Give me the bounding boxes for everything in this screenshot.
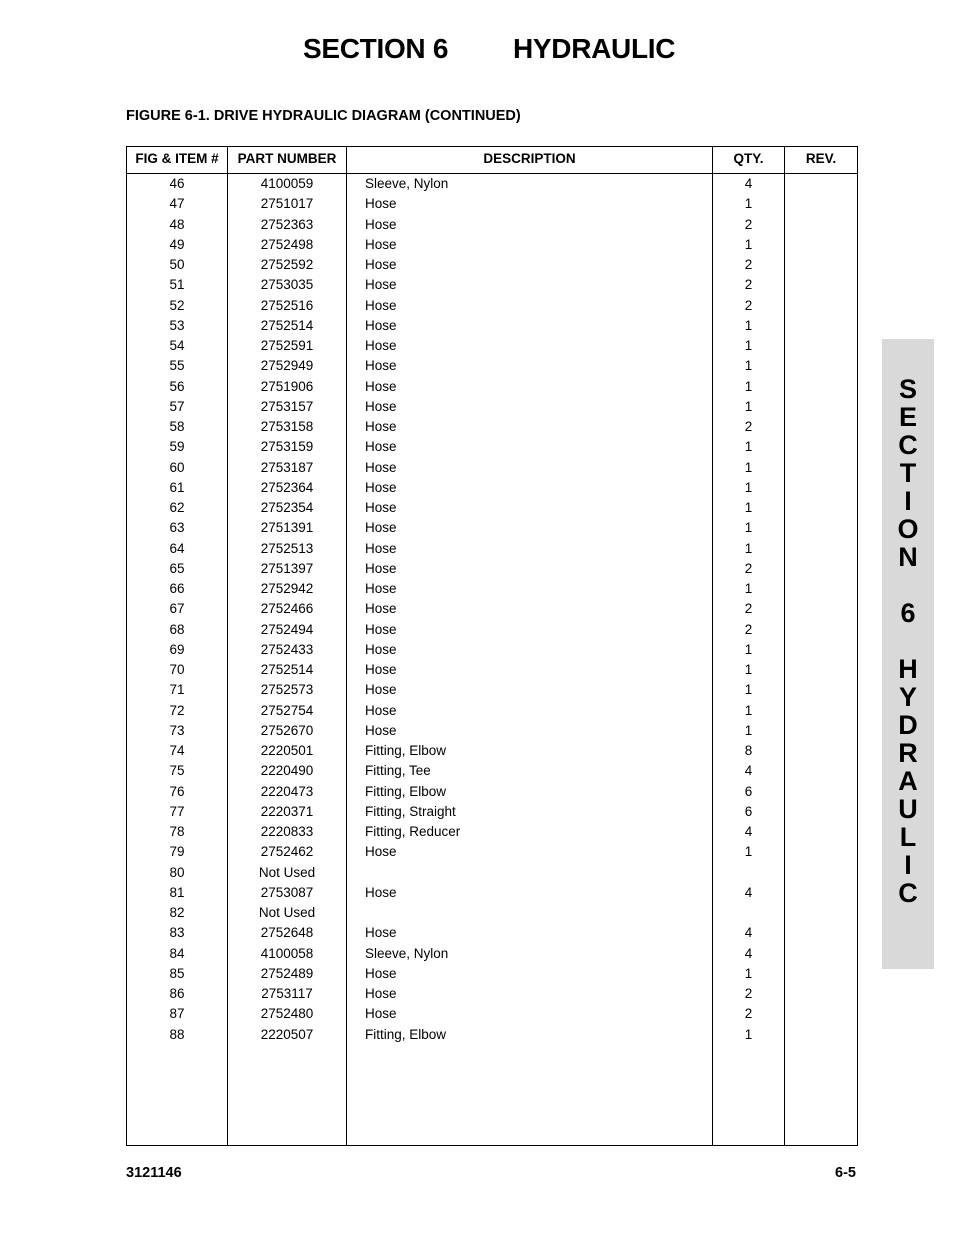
table-row — [127, 842, 857, 862]
quantity-cell: 1 — [744, 196, 753, 212]
part-number-cell: Not Used — [258, 864, 316, 880]
quantity-cell: 1 — [744, 338, 753, 353]
item-number-cell: 57 — [169, 398, 185, 414]
part-number-cell: 2752480 — [260, 1006, 314, 1022]
description-cell: Fitting, Elbow — [365, 1026, 447, 1042]
item-number-cell: 80 — [169, 864, 185, 880]
quantity-cell: 2 — [744, 419, 753, 434]
quantity-cell: 4 — [744, 824, 753, 839]
table-row — [127, 417, 857, 437]
side-tab-letter: E — [898, 402, 917, 432]
part-number-cell: 2752354 — [260, 500, 314, 515]
item-number-cell: 81 — [169, 884, 185, 900]
quantity-cell: 1 — [744, 317, 753, 333]
side-tab-letter: T — [899, 458, 917, 488]
item-number-cell: 73 — [169, 722, 185, 738]
item-number-cell: 70 — [169, 662, 185, 677]
table-row — [127, 863, 857, 883]
table-row — [127, 761, 857, 781]
item-number-cell: 74 — [169, 743, 185, 758]
part-number-cell: 2751397 — [260, 560, 314, 576]
quantity-cell: 2 — [744, 297, 753, 313]
table-row — [127, 255, 857, 275]
part-number-cell: 2752462 — [260, 844, 314, 860]
part-number-cell: 2752670 — [260, 722, 314, 738]
description-cell: Hose — [365, 378, 397, 394]
part-number-cell: Not Used — [258, 905, 316, 920]
side-tab-letter: N — [898, 542, 918, 572]
item-number-cell: 56 — [169, 378, 185, 394]
quantity-cell: 1 — [744, 398, 753, 414]
description-cell: Fitting, Straight — [365, 803, 456, 819]
item-number-cell: 79 — [169, 844, 185, 860]
table-row — [127, 782, 857, 802]
quantity-cell: 1 — [744, 540, 753, 556]
side-tab-letter: C — [898, 878, 918, 908]
table-row — [127, 822, 857, 842]
table-row — [127, 701, 857, 721]
quantity-cell: 1 — [744, 378, 753, 394]
quantity-cell: 1 — [744, 459, 753, 475]
table-row — [127, 640, 857, 660]
description-cell: Hose — [365, 500, 397, 515]
description-cell: Hose — [365, 641, 397, 657]
part-number-cell: 2220371 — [260, 803, 314, 819]
quantity-cell: 2 — [744, 277, 753, 293]
part-number-cell: 2220501 — [260, 743, 314, 758]
table-row — [127, 903, 857, 923]
description-cell: Hose — [365, 702, 397, 718]
item-number-cell: 50 — [169, 257, 185, 272]
table-row — [127, 944, 857, 964]
item-number-cell: 86 — [169, 986, 185, 1001]
side-tab-label — [882, 375, 934, 907]
item-number-cell: 68 — [169, 621, 185, 637]
quantity-cell: 2 — [744, 257, 753, 272]
quantity-cell: 2 — [744, 986, 753, 1001]
quantity-cell: 6 — [744, 803, 753, 819]
header-description: DESCRIPTION — [483, 151, 576, 166]
description-cell: Hose — [365, 338, 397, 353]
side-tab-letter — [904, 571, 912, 599]
quantity-cell: 1 — [744, 965, 753, 981]
item-number-cell: 61 — [169, 479, 185, 495]
item-number-cell: 47 — [169, 196, 185, 212]
part-number-cell: 2220473 — [260, 783, 314, 799]
part-number-cell: 2753187 — [260, 459, 314, 475]
part-number-cell: 4100058 — [260, 945, 314, 961]
part-number-cell: 2751017 — [260, 196, 314, 212]
description-cell: Hose — [365, 479, 397, 495]
quantity-cell: 2 — [744, 560, 753, 576]
description-cell: Hose — [365, 419, 397, 434]
header-qty: QTY. — [733, 151, 764, 166]
part-number-cell: 2752513 — [260, 540, 314, 556]
table-row — [127, 316, 857, 336]
part-number-cell: 2753157 — [260, 398, 314, 414]
table-row — [127, 620, 857, 640]
table-row — [127, 599, 857, 619]
table-row — [127, 1025, 857, 1045]
quantity-cell: 1 — [744, 236, 753, 252]
table-row — [127, 194, 857, 214]
description-cell: Fitting, Tee — [365, 763, 431, 779]
quantity-cell: 1 — [744, 702, 753, 718]
item-number-cell: 58 — [169, 419, 185, 434]
description-cell: Hose — [365, 965, 397, 981]
quantity-cell: 1 — [744, 844, 753, 860]
part-number-cell: 2752514 — [260, 662, 314, 677]
part-number-cell: 2752573 — [260, 682, 314, 698]
item-number-cell: 65 — [169, 560, 185, 576]
quantity-cell: 2 — [744, 1006, 753, 1022]
section-side-tab — [882, 339, 934, 969]
item-number-cell: 63 — [169, 520, 185, 536]
part-number-cell: 2752592 — [260, 257, 314, 272]
quantity-cell: 1 — [744, 520, 753, 536]
part-number-cell: 2752433 — [260, 641, 314, 657]
quantity-cell: 2 — [744, 216, 753, 232]
item-number-cell: 88 — [169, 1026, 185, 1042]
description-cell: Hose — [365, 540, 397, 556]
description-cell: Hose — [365, 398, 397, 414]
item-number-cell: 71 — [169, 682, 185, 698]
item-number-cell: 49 — [169, 236, 185, 252]
quantity-cell: 2 — [744, 601, 753, 617]
item-number-cell: 59 — [169, 439, 185, 455]
table-row — [127, 883, 857, 903]
table-row — [127, 559, 857, 579]
item-number-cell: 48 — [169, 216, 185, 232]
part-number-cell: 2752494 — [260, 621, 314, 637]
header-rev: REV. — [805, 151, 837, 166]
table-row — [127, 984, 857, 1004]
item-number-cell: 60 — [169, 459, 185, 475]
side-tab-letter: A — [898, 766, 918, 796]
description-cell: Hose — [365, 662, 397, 677]
part-number-cell: 4100059 — [260, 176, 314, 191]
side-tab-letter: C — [898, 430, 918, 460]
description-cell: Fitting, Reducer — [365, 824, 461, 839]
section-label: SECTION 6 — [303, 33, 449, 64]
part-number-cell: 2220507 — [260, 1026, 314, 1042]
table-row — [127, 923, 857, 943]
description-cell: Hose — [365, 601, 397, 617]
side-tab-letter: S — [898, 374, 917, 404]
item-number-cell: 82 — [169, 905, 185, 920]
quantity-cell: 1 — [744, 439, 753, 455]
description-cell: Hose — [365, 621, 397, 637]
part-number-cell: 2752754 — [260, 702, 314, 718]
side-tab-letter: H — [898, 654, 918, 684]
table-row — [127, 377, 857, 397]
description-cell: Hose — [365, 439, 397, 455]
description-cell: Hose — [365, 884, 397, 900]
table-row — [127, 660, 857, 680]
table-row — [127, 336, 857, 356]
part-number-cell: 2751391 — [260, 520, 314, 536]
quantity-cell: 1 — [744, 479, 753, 495]
description-cell: Hose — [365, 925, 397, 941]
description-cell: Hose — [365, 682, 397, 698]
item-number-cell: 75 — [169, 763, 185, 779]
quantity-cell: 6 — [744, 783, 753, 799]
item-number-cell: 77 — [169, 803, 185, 819]
description-cell: Hose — [365, 216, 397, 232]
table-row — [127, 437, 857, 457]
side-tab-letter: 6 — [900, 598, 916, 628]
part-number-cell: 2220833 — [260, 824, 314, 839]
quantity-cell: 1 — [744, 722, 753, 738]
item-number-cell: 64 — [169, 540, 185, 556]
table-row — [127, 275, 857, 295]
part-number-cell: 2752489 — [260, 965, 314, 981]
part-number-cell: 2752498 — [260, 236, 314, 252]
description-cell: Hose — [365, 844, 397, 860]
item-number-cell: 76 — [169, 783, 185, 799]
quantity-cell: 4 — [744, 925, 753, 941]
description-cell: Hose — [365, 277, 397, 293]
quantity-cell: 1 — [744, 581, 753, 596]
description-cell: Hose — [365, 257, 397, 272]
part-number-cell: 2753035 — [260, 277, 314, 293]
description-cell: Hose — [365, 520, 397, 536]
item-number-cell: 54 — [169, 338, 185, 353]
part-number-cell: 2751906 — [260, 378, 314, 394]
table-row — [127, 518, 857, 538]
table-row — [127, 802, 857, 822]
part-number-cell: 2752949 — [260, 358, 314, 374]
part-number-cell: 2752514 — [260, 317, 314, 333]
description-cell: Hose — [365, 236, 397, 252]
description-cell: Sleeve, Nylon — [365, 176, 449, 191]
item-number-cell: 55 — [169, 358, 185, 374]
item-number-cell: 62 — [169, 500, 185, 515]
item-number-cell: 46 — [169, 176, 185, 191]
quantity-cell: 1 — [744, 662, 753, 677]
table-row — [127, 721, 857, 741]
figure-title: FIGURE 6-1. DRIVE HYDRAULIC DIAGRAM (CONTINUED) — [126, 108, 521, 124]
table-row — [127, 458, 857, 478]
part-number-cell: 2752648 — [260, 925, 314, 941]
description-cell: Hose — [365, 196, 397, 212]
description-cell: Fitting, Elbow — [365, 783, 447, 799]
side-tab-letter: U — [898, 794, 918, 824]
part-number-cell: 2752364 — [260, 479, 314, 495]
part-number-cell: 2752591 — [260, 338, 314, 353]
item-number-cell: 67 — [169, 601, 185, 617]
part-number-cell: 2753158 — [260, 419, 314, 434]
side-tab-letter: R — [898, 738, 918, 768]
part-number-cell: 2752942 — [260, 581, 314, 596]
quantity-cell: 4 — [744, 176, 753, 191]
table-row — [127, 215, 857, 235]
description-cell: Hose — [365, 722, 397, 738]
description-cell: Sleeve, Nylon — [365, 945, 449, 961]
item-number-cell: 78 — [169, 824, 185, 839]
description-cell: Hose — [365, 581, 397, 596]
item-number-cell: 84 — [169, 945, 185, 961]
description-cell: Hose — [365, 358, 397, 374]
table-row — [127, 539, 857, 559]
item-number-cell: 87 — [169, 1006, 185, 1022]
quantity-cell: 8 — [744, 743, 753, 758]
table-row — [127, 478, 857, 498]
side-tab-letter: D — [898, 710, 918, 740]
part-number-cell: 2752363 — [260, 216, 314, 232]
quantity-cell: 2 — [744, 621, 753, 637]
part-number-cell: 2752516 — [260, 297, 314, 313]
quantity-cell: 1 — [744, 641, 753, 657]
table-row — [127, 397, 857, 417]
table-row — [127, 174, 857, 194]
quantity-cell: 4 — [744, 763, 753, 779]
table-row — [127, 741, 857, 761]
item-number-cell: 85 — [169, 965, 185, 981]
quantity-cell: 1 — [744, 500, 753, 515]
table-row — [127, 579, 857, 599]
description-cell: Hose — [365, 1006, 397, 1022]
description-cell: Hose — [365, 317, 397, 333]
table-row — [127, 680, 857, 700]
quantity-cell: 1 — [744, 682, 753, 698]
description-cell: Hose — [365, 986, 397, 1001]
side-tab-letter: I — [904, 486, 912, 516]
quantity-cell: 1 — [744, 358, 753, 374]
header-part-number: PART NUMBER — [237, 151, 337, 166]
quantity-cell: 1 — [744, 1026, 753, 1042]
table-row — [127, 356, 857, 376]
item-number-cell: 72 — [169, 702, 185, 718]
item-number-cell: 52 — [169, 297, 185, 313]
item-number-cell: 66 — [169, 581, 185, 596]
table-row — [127, 964, 857, 984]
side-tab-letter: O — [897, 514, 919, 544]
table-body — [127, 174, 857, 1045]
table-row — [127, 235, 857, 255]
description-cell: Hose — [365, 459, 397, 475]
quantity-cell: 4 — [744, 884, 753, 900]
description-cell: Fitting, Elbow — [365, 743, 447, 758]
table-row — [127, 498, 857, 518]
header-item: FIG & ITEM # — [135, 151, 219, 166]
document-number: 3121146 — [126, 1165, 182, 1181]
part-number-cell: 2220490 — [260, 763, 314, 779]
part-number-cell: 2752466 — [260, 601, 314, 617]
part-number-cell: 2753159 — [260, 439, 314, 455]
item-number-cell: 83 — [169, 925, 185, 941]
item-number-cell: 53 — [169, 317, 185, 333]
item-number-cell: 69 — [169, 641, 185, 657]
part-number-cell: 2753087 — [260, 884, 314, 900]
quantity-cell: 4 — [744, 945, 753, 961]
side-tab-letter: L — [899, 822, 917, 852]
section-title: HYDRAULIC — [513, 33, 676, 64]
side-tab-letter: Y — [898, 682, 917, 712]
side-tab-letter: I — [904, 850, 912, 880]
parts-table — [126, 146, 858, 1146]
item-number-cell: 51 — [169, 277, 185, 293]
page-number: 6-5 — [835, 1165, 856, 1181]
description-cell: Hose — [365, 560, 397, 576]
side-tab-letter — [904, 627, 912, 655]
description-cell: Hose — [365, 297, 397, 313]
table-row — [127, 296, 857, 316]
part-number-cell: 2753117 — [261, 986, 313, 1001]
table-row — [127, 1004, 857, 1024]
